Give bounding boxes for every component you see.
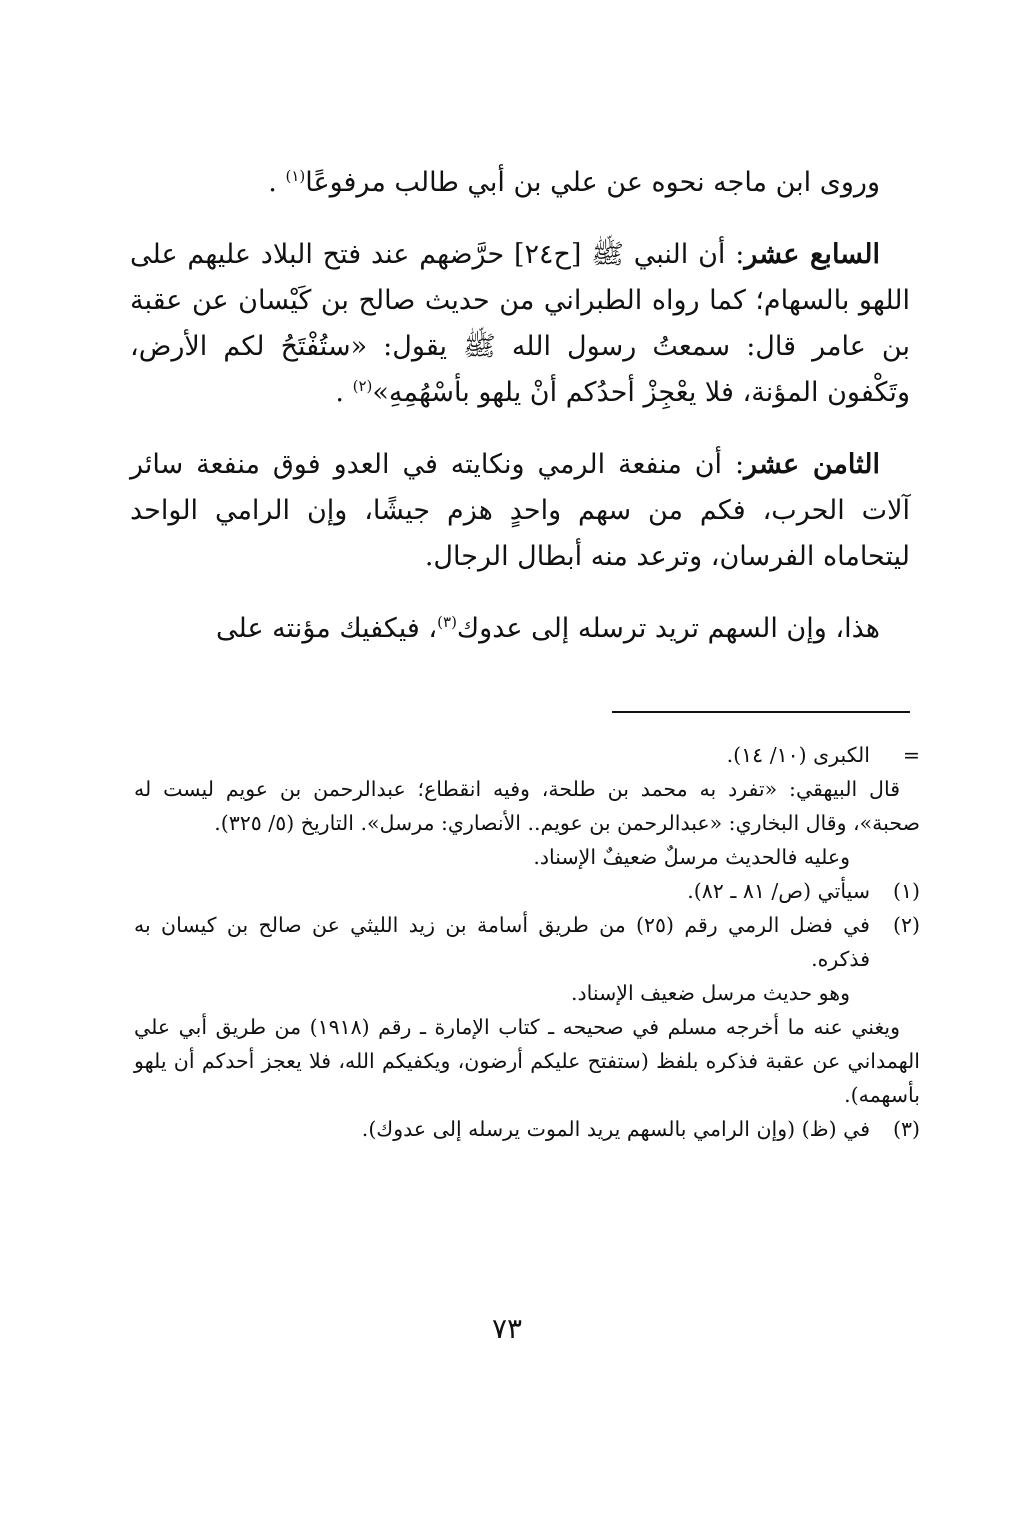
footnote-ref-3[interactable]: (٣) [437,613,457,631]
section-heading-17: السابع عشر [744,239,880,270]
page-number: ٧٣ [491,1312,523,1345]
paragraph-3: الثامن عشر: أن منفعة الرمي ونكايته في العدو فوق منفعة سائر آلات الحرب، فكم من سهم واحدٍ هزم جيشًا، وإن الرامي الواحد ليتحاماه الفرسان، وترعد منه أبطال الرجال. [130,449,910,572]
continuation-mark: = [902,743,920,767]
footnote-2: (٢) في فضل الرمي رقم (٢٥) من طريق أسامة بن زيد الليثي عن صالح بن كيسان به فذكره. [134,908,920,976]
footnote-continuation-text: قال البيهقي: «تفرد به محمد بن طلحة، وفيه انقطاع؛ عبدالرحمن بن عويم ليست له صحبة»، وقال البخاري: «عبدالرحمن بن عويم.. الأنصاري: مرسل». التاريخ (٥/ ٣٢٥). [134,777,920,835]
footnote-continuation: = الكبرى (١٠/ ١٤). [134,738,920,772]
main-text [130,160,910,678]
footnote-2-line: وهو حديث مرسل ضعيف الإسناد. [571,981,850,1005]
paragraph-2: السابع عشر: أن النبي ﷺ [ح٢٤] حرَّضهم عند فتح البلاد عليهم على اللهو بالسهام؛ كما رواه الطبراني من حديث صالح بن كَيْسان عن عقبة بن عامر قال: سمعتُ رسول الله ﷺ يقول: «ستُفْتَحُ لكم الأرض، وتَكْفون المؤنة، فلا يعْجِزْ أحدُكم أنْ يلهو بأسْهُمِهِ»$^{(٢)}$ . [130,239,911,408]
paragraph-4: هذا، وإن السهم تريد ترسله إلى عدوك$^{(٣)}$، فيكفيك مؤنته على [216,613,880,644]
footnote-number: (١) [892,879,920,903]
footnotes [134,738,920,1146]
footnote-number: (٣) [892,1117,920,1141]
footnote-ref-1[interactable]: (١) [285,167,306,185]
footnote-ref-2[interactable]: (٢) [352,377,373,395]
footnote-continuation-end: وعليه فالحديث مرسلٌ ضعيفٌ الإسناد. [533,845,850,869]
section-heading-18: الثامن عشر [744,449,880,480]
paragraph-1: وروى ابن ماجه نحوه عن علي بن أبي طالب مرفوعًا$^{(١)}$ . [268,167,880,198]
footnote-divider [612,711,910,713]
footnote-1: (١) سيأتي (ص/ ٨١ ـ ٨٢). [134,874,920,908]
footnote-3: (٣) في (ظ) (وإن الرامي بالسهم يريد الموت يرسله إلى عدوك). [134,1112,920,1146]
footnote-2-line: ويغني عنه ما أخرجه مسلم في صحيحه ـ كتاب الإمارة ـ رقم (١٩١٨) من طريق أبي علي الهمداني عن عقبة فذكره بلفظ (ستفتح عليكم أرضون، ويكفيكم الله، فلا يعجز أحدكم أن يلهو بأسهمه). [134,1015,920,1107]
footnote-number: (٢) [892,913,920,937]
